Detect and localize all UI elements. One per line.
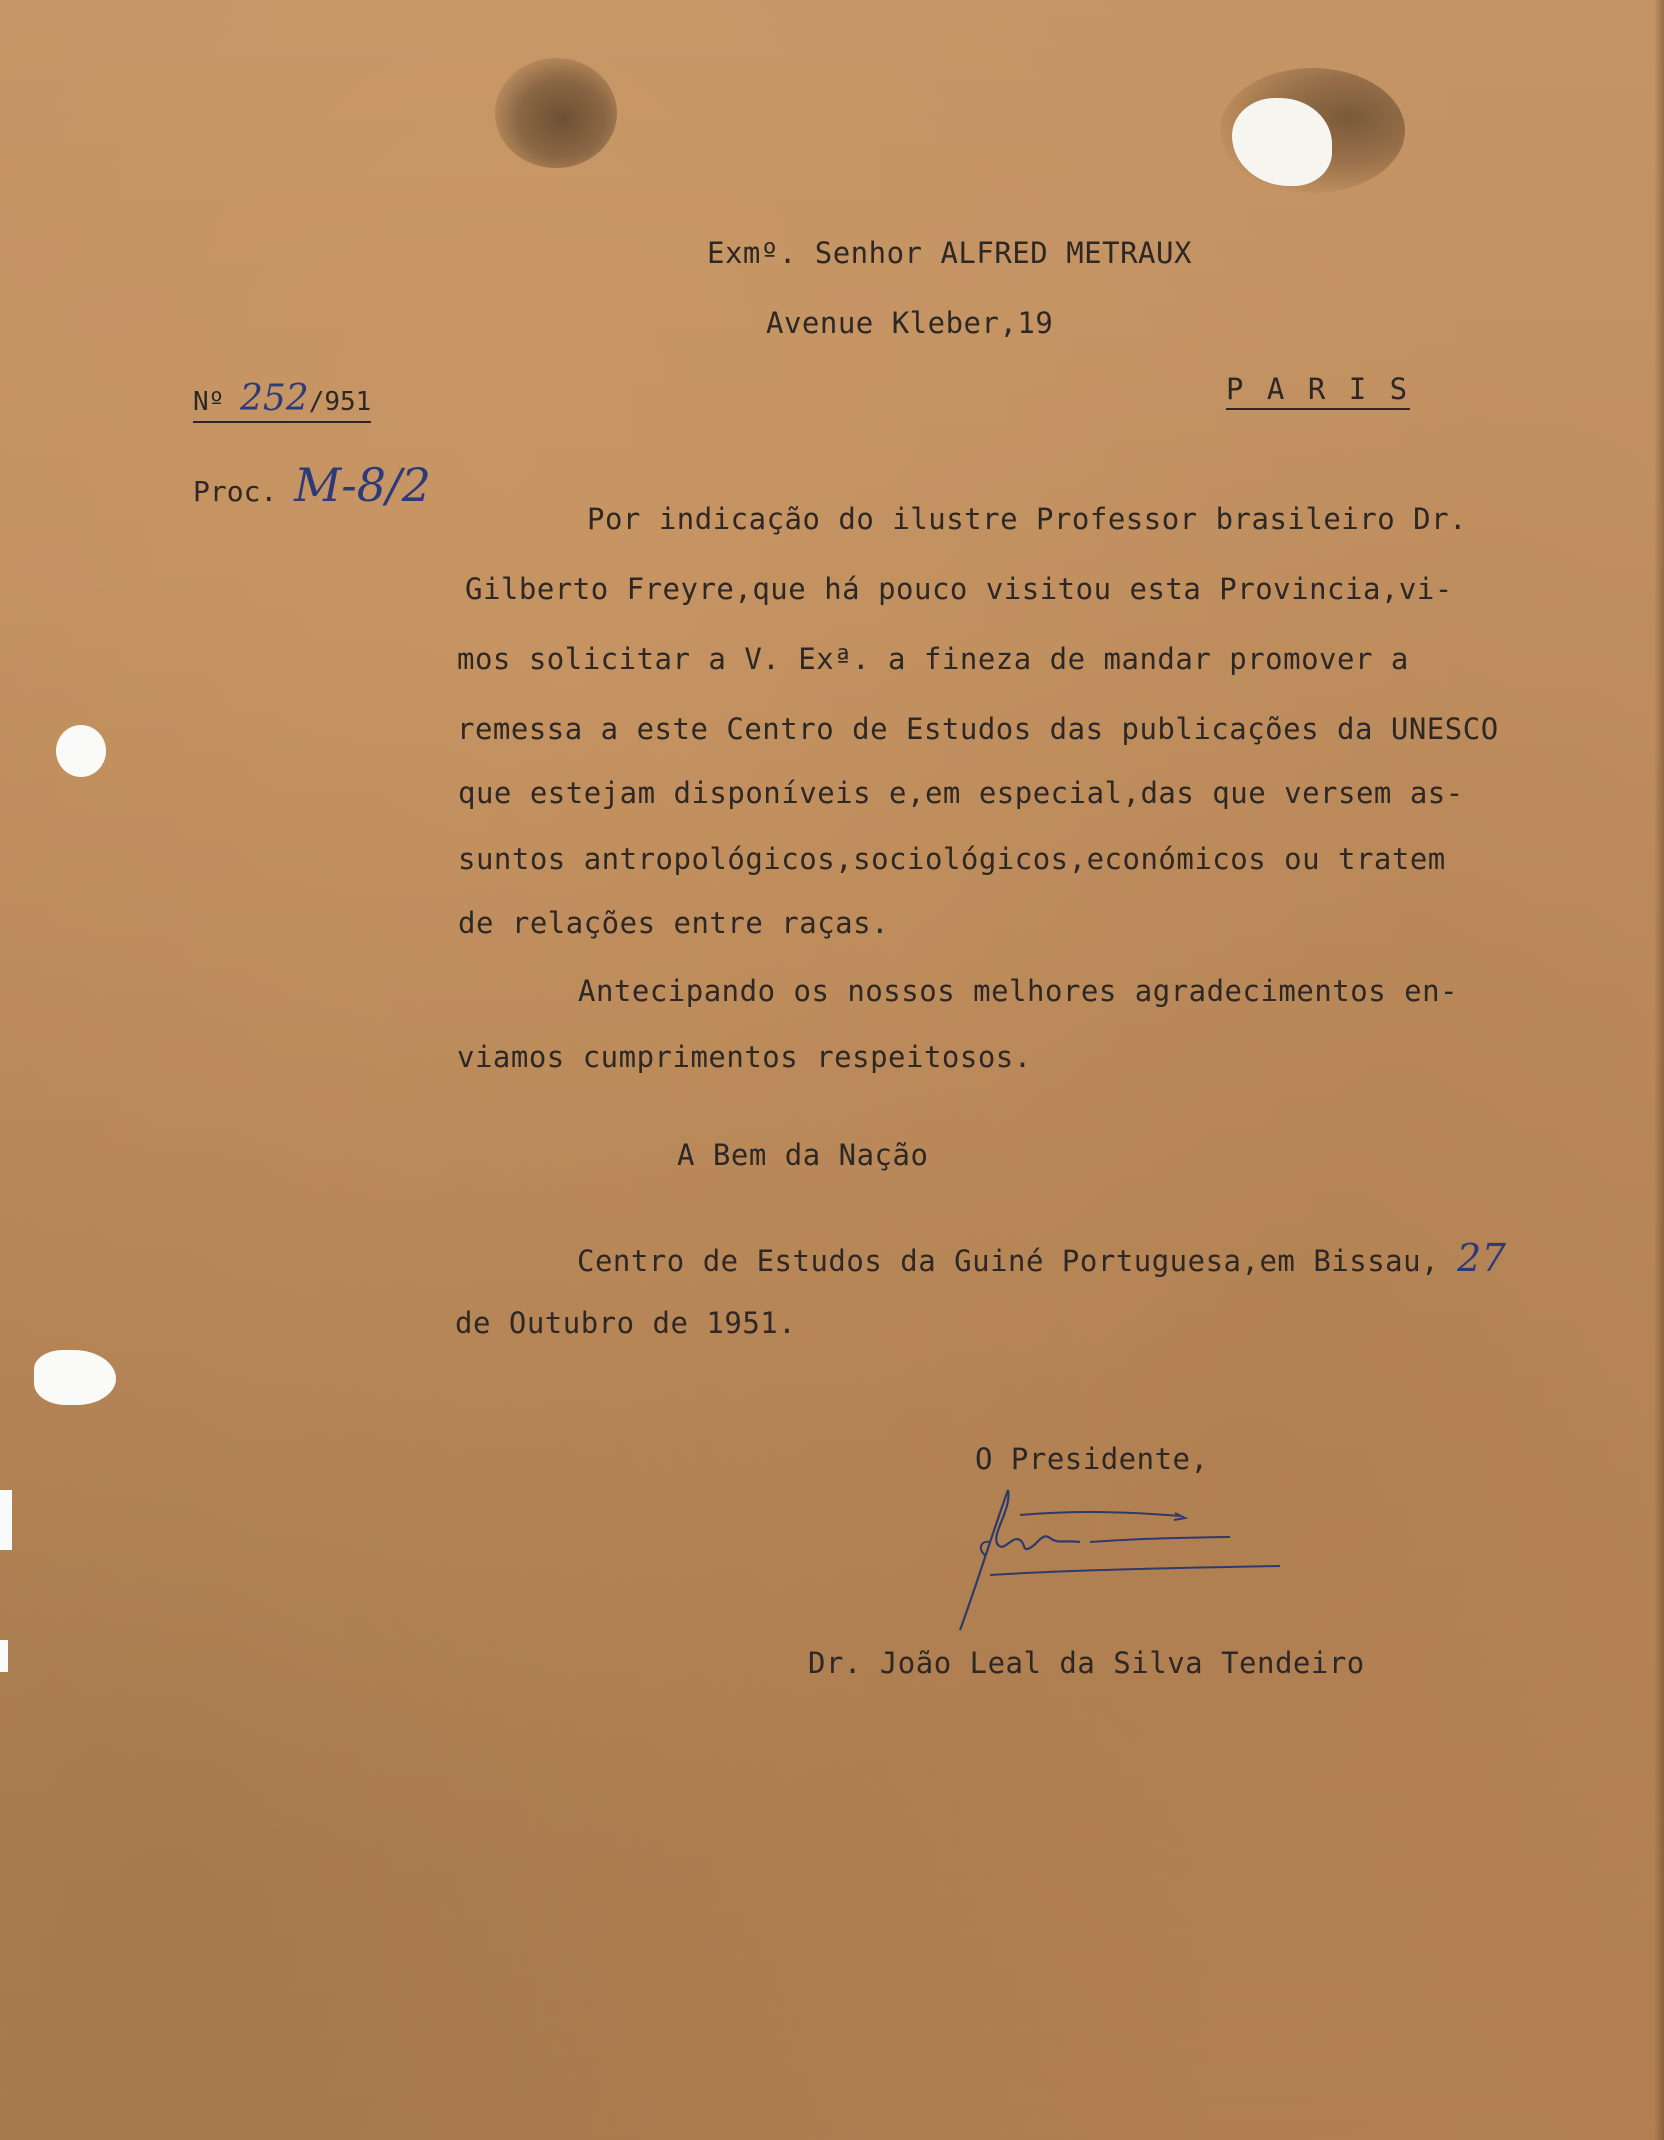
recipient-address: Avenue Kleber,19	[766, 306, 1054, 340]
process-number	[193, 458, 431, 512]
body-line: que estejam disponíveis e,em especial,das que versem as-	[458, 776, 1464, 810]
reference-number	[193, 378, 371, 423]
body-line: remessa a este Centro de Estudos das publicações da UNESCO	[457, 712, 1499, 746]
reference-number-suffix: /951	[308, 387, 372, 417]
date-day-handwritten: 27	[1457, 1236, 1507, 1280]
reference-number-handwritten: 252	[239, 378, 309, 419]
edge-tear-1	[0, 1490, 12, 1550]
date-line: de Outubro de 1951.	[455, 1306, 797, 1340]
burn-mark-left	[495, 58, 617, 168]
process-handwritten: M-8/2	[294, 458, 431, 512]
recipient-city: P A R I S	[1226, 372, 1410, 410]
salutation: A Bem da Nação	[677, 1138, 929, 1172]
punch-hole-lower	[34, 1350, 116, 1405]
edge-tear-2	[0, 1640, 8, 1672]
body-line: Por indicação do ilustre Professor brasileiro Dr.	[587, 502, 1468, 536]
body-line: viamos cumprimentos respeitosos.	[457, 1040, 1032, 1074]
body-line: suntos antropológicos,sociológicos,económicos ou tratem	[458, 842, 1446, 876]
body-line: Antecipando os nossos melhores agradecimentos en-	[578, 974, 1459, 1008]
paper-edge-shadow	[1654, 0, 1664, 2140]
place-line	[577, 1236, 1506, 1280]
process-prefix: Proc.	[193, 475, 278, 508]
signatory-name: Dr. João Leal da Silva Tendeiro	[808, 1646, 1365, 1680]
body-line: Gilberto Freyre,que há pouco visitou esta Provincia,vi-	[465, 572, 1453, 606]
recipient-name: Exmº. Senhor ALFRED METRAUX	[707, 236, 1192, 270]
place-text: Centro de Estudos da Guiné Portuguesa,em Bissau,	[577, 1244, 1440, 1278]
body-line: de relações entre raças.	[458, 906, 890, 940]
closing-title: O Presidente,	[975, 1442, 1209, 1476]
handwritten-signature	[950, 1480, 1290, 1640]
punch-hole-upper	[56, 725, 106, 777]
body-line: mos solicitar a V. Exª. a fineza de mandar promover a	[457, 642, 1409, 676]
reference-number-prefix: Nº	[193, 387, 225, 417]
